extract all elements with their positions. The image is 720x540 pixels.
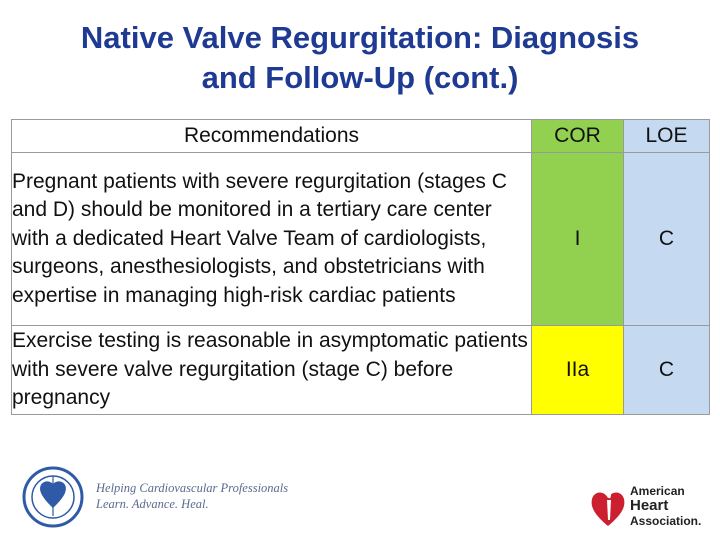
aha-line-1: American bbox=[630, 484, 685, 498]
tagline-line-1: Helping Cardiovascular Professionals bbox=[96, 481, 289, 495]
cor-value: IIa bbox=[532, 326, 624, 415]
slide-title bbox=[0, 18, 720, 98]
slide-title-line-2: and Follow-Up (cont.) bbox=[201, 60, 519, 95]
recommendation-text: Pregnant patients with severe regurgitation (stages C and D) should be monitored in a tertiary care center with a dedicated Heart Valve Team of cardiologists, surgeons, anesthesiologists, and obstetricians with expertise in managing high-risk cardiac patients bbox=[12, 153, 532, 326]
loe-value: C bbox=[624, 326, 710, 415]
aha-logo bbox=[588, 480, 718, 532]
aha-line-2: Heart bbox=[630, 497, 669, 514]
cor-value: I bbox=[532, 153, 624, 326]
aha-heart-torch-icon bbox=[588, 480, 628, 530]
acc-logo bbox=[22, 466, 289, 530]
recommendations-table bbox=[11, 119, 710, 415]
tagline-line-2: Learn. Advance. Heal. bbox=[96, 497, 209, 511]
table-row bbox=[12, 326, 710, 415]
acc-seal-icon bbox=[22, 466, 84, 528]
acc-tagline bbox=[96, 480, 296, 512]
slide-title-line-1: Native Valve Regurgitation: Diagnosis bbox=[80, 20, 640, 55]
aha-line-3: Association. bbox=[630, 514, 702, 528]
recommendation-text: Exercise testing is reasonable in asymptomatic patients with severe valve regurgitation (stage C) before pregnancy bbox=[12, 326, 532, 415]
header-cor: COR bbox=[532, 120, 624, 153]
header-recommendations: Recommendations bbox=[12, 120, 532, 153]
header-loe: LOE bbox=[624, 120, 710, 153]
table-row bbox=[12, 153, 710, 326]
loe-value: C bbox=[624, 153, 710, 326]
aha-wordmark bbox=[630, 484, 720, 528]
table-header-row bbox=[12, 120, 710, 153]
